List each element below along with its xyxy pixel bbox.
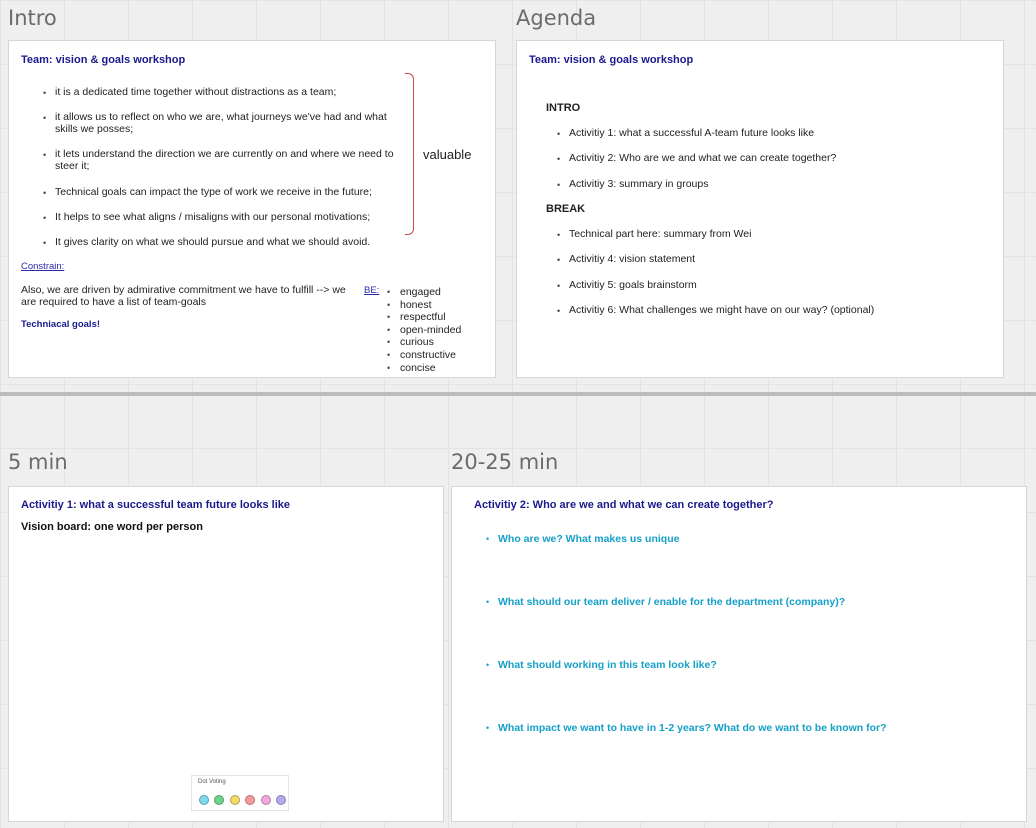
agenda-item: Activitiy 3: summary in groups <box>569 178 709 190</box>
be-item: • concise <box>387 361 436 374</box>
technical-goals-label: Techniacal goals! <box>21 319 101 330</box>
agenda-item: Activitiy 6: What challenges we might have on our way? (optional) <box>569 304 875 316</box>
bullet-dot: • <box>486 597 490 607</box>
bullet-dot: • <box>557 230 561 240</box>
bullet-dot: • <box>557 255 561 265</box>
be-item: • curious <box>387 336 434 349</box>
bullet-dot: • <box>557 281 561 291</box>
bullet-dot: • <box>557 129 561 139</box>
agenda-item: Activitiy 2: Who are we and what we can create together? <box>569 152 837 164</box>
activity2-question: Who are we? What makes us unique <box>498 533 680 545</box>
bullet-dot: • <box>43 213 47 223</box>
commitment-text: Also, we are driven by admirative commitment we have to fulfill --> we are required to have a list of team-goals <box>21 284 346 308</box>
bullet-dot: • <box>43 88 47 98</box>
intro-bullet-3: it lets understand the direction we are currently on and where we need to steer it; <box>55 148 394 172</box>
vote-dot[interactable] <box>214 795 224 805</box>
intro-bullet-2: it allows us to reflect on who we are, what journeys we've had and what skills we posses; <box>55 111 387 135</box>
bullet-dot: • <box>486 660 490 670</box>
activity2-question: What impact we want to have in 1-2 years? What do we want to be known for? <box>498 722 887 734</box>
bullet-dot: • <box>43 188 47 198</box>
agenda-item: Technical part here: summary from Wei <box>569 228 752 240</box>
activity2-frame[interactable] <box>451 486 1027 822</box>
vote-dot[interactable] <box>276 795 286 805</box>
vote-dot[interactable] <box>245 795 255 805</box>
bullet-dot: • <box>43 238 47 248</box>
agenda-frame[interactable] <box>516 40 1004 378</box>
agenda-item: Activitiy 1: what a successful A-team future looks like <box>569 127 815 139</box>
bullet-dot: • <box>486 723 490 733</box>
activity2-question: What should our team deliver / enable for the department (company)? <box>498 596 846 608</box>
intro-heading: Team: vision & goals workshop <box>21 54 186 66</box>
vote-dot[interactable] <box>230 795 240 805</box>
activity1-frame-title[interactable]: 5 min <box>8 450 68 474</box>
agenda-item: Activitiy 4: vision statement <box>569 253 696 265</box>
bullet-dot: • <box>557 180 561 190</box>
constrain-link[interactable]: Constrain: <box>21 261 65 272</box>
intro-bullet-4: Technical goals can impact the type of work we receive in the future; <box>55 186 372 198</box>
activity2-question: What should working in this team look like? <box>498 659 717 671</box>
be-list <box>387 286 461 374</box>
intro-bullet-5: It helps to see what aligns / misaligns with our personal motivations; <box>55 211 371 223</box>
intro-frame-title[interactable]: Intro <box>8 6 57 30</box>
bullet-dot: • <box>486 534 490 544</box>
bullet-dot: • <box>557 154 561 164</box>
be-item: • respectful <box>387 311 446 324</box>
activity2-frame-title[interactable]: 20-25 min <box>451 450 559 474</box>
be-item: • engaged <box>387 286 441 298</box>
activity1-frame[interactable] <box>8 486 444 822</box>
agenda-frame-title[interactable]: Agenda <box>516 6 597 30</box>
vote-dot[interactable] <box>199 795 209 805</box>
agenda-item: Activitiy 5: goals brainstorm <box>569 279 697 291</box>
vote-dot[interactable] <box>261 795 271 805</box>
be-item: • constructive <box>387 348 457 361</box>
intro-bullet-6: It gives clarity on what we should pursue and what we should avoid. <box>55 236 371 248</box>
red-brace <box>405 73 414 235</box>
dot-voting-widget[interactable] <box>191 775 289 811</box>
bullet-dot: • <box>43 113 47 123</box>
agenda-heading: Team: vision & goals workshop <box>529 54 694 66</box>
dot-voting-label: Dot Voting <box>198 779 226 785</box>
bullet-dot: • <box>557 306 561 316</box>
agenda-intro-label: INTRO <box>546 102 581 114</box>
activity2-heading: Activitiy 2: Who are we and what we can create together? <box>474 499 774 511</box>
be-item: • open-minded <box>387 323 462 336</box>
agenda-break-label: BREAK <box>546 203 586 215</box>
section-divider <box>0 392 1036 396</box>
be-item: • honest <box>387 298 432 311</box>
valuable-label: valuable <box>423 147 472 162</box>
intro-bullet-1: it is a dedicated time together without distractions as a team; <box>55 86 337 98</box>
activity1-subheading: Vision board: one word per person <box>21 521 203 533</box>
bullet-dot: • <box>43 150 47 160</box>
intro-frame[interactable] <box>8 40 496 378</box>
be-link[interactable]: BE: <box>364 285 380 296</box>
activity1-heading: Activitiy 1: what a successful team future looks like <box>21 499 290 511</box>
